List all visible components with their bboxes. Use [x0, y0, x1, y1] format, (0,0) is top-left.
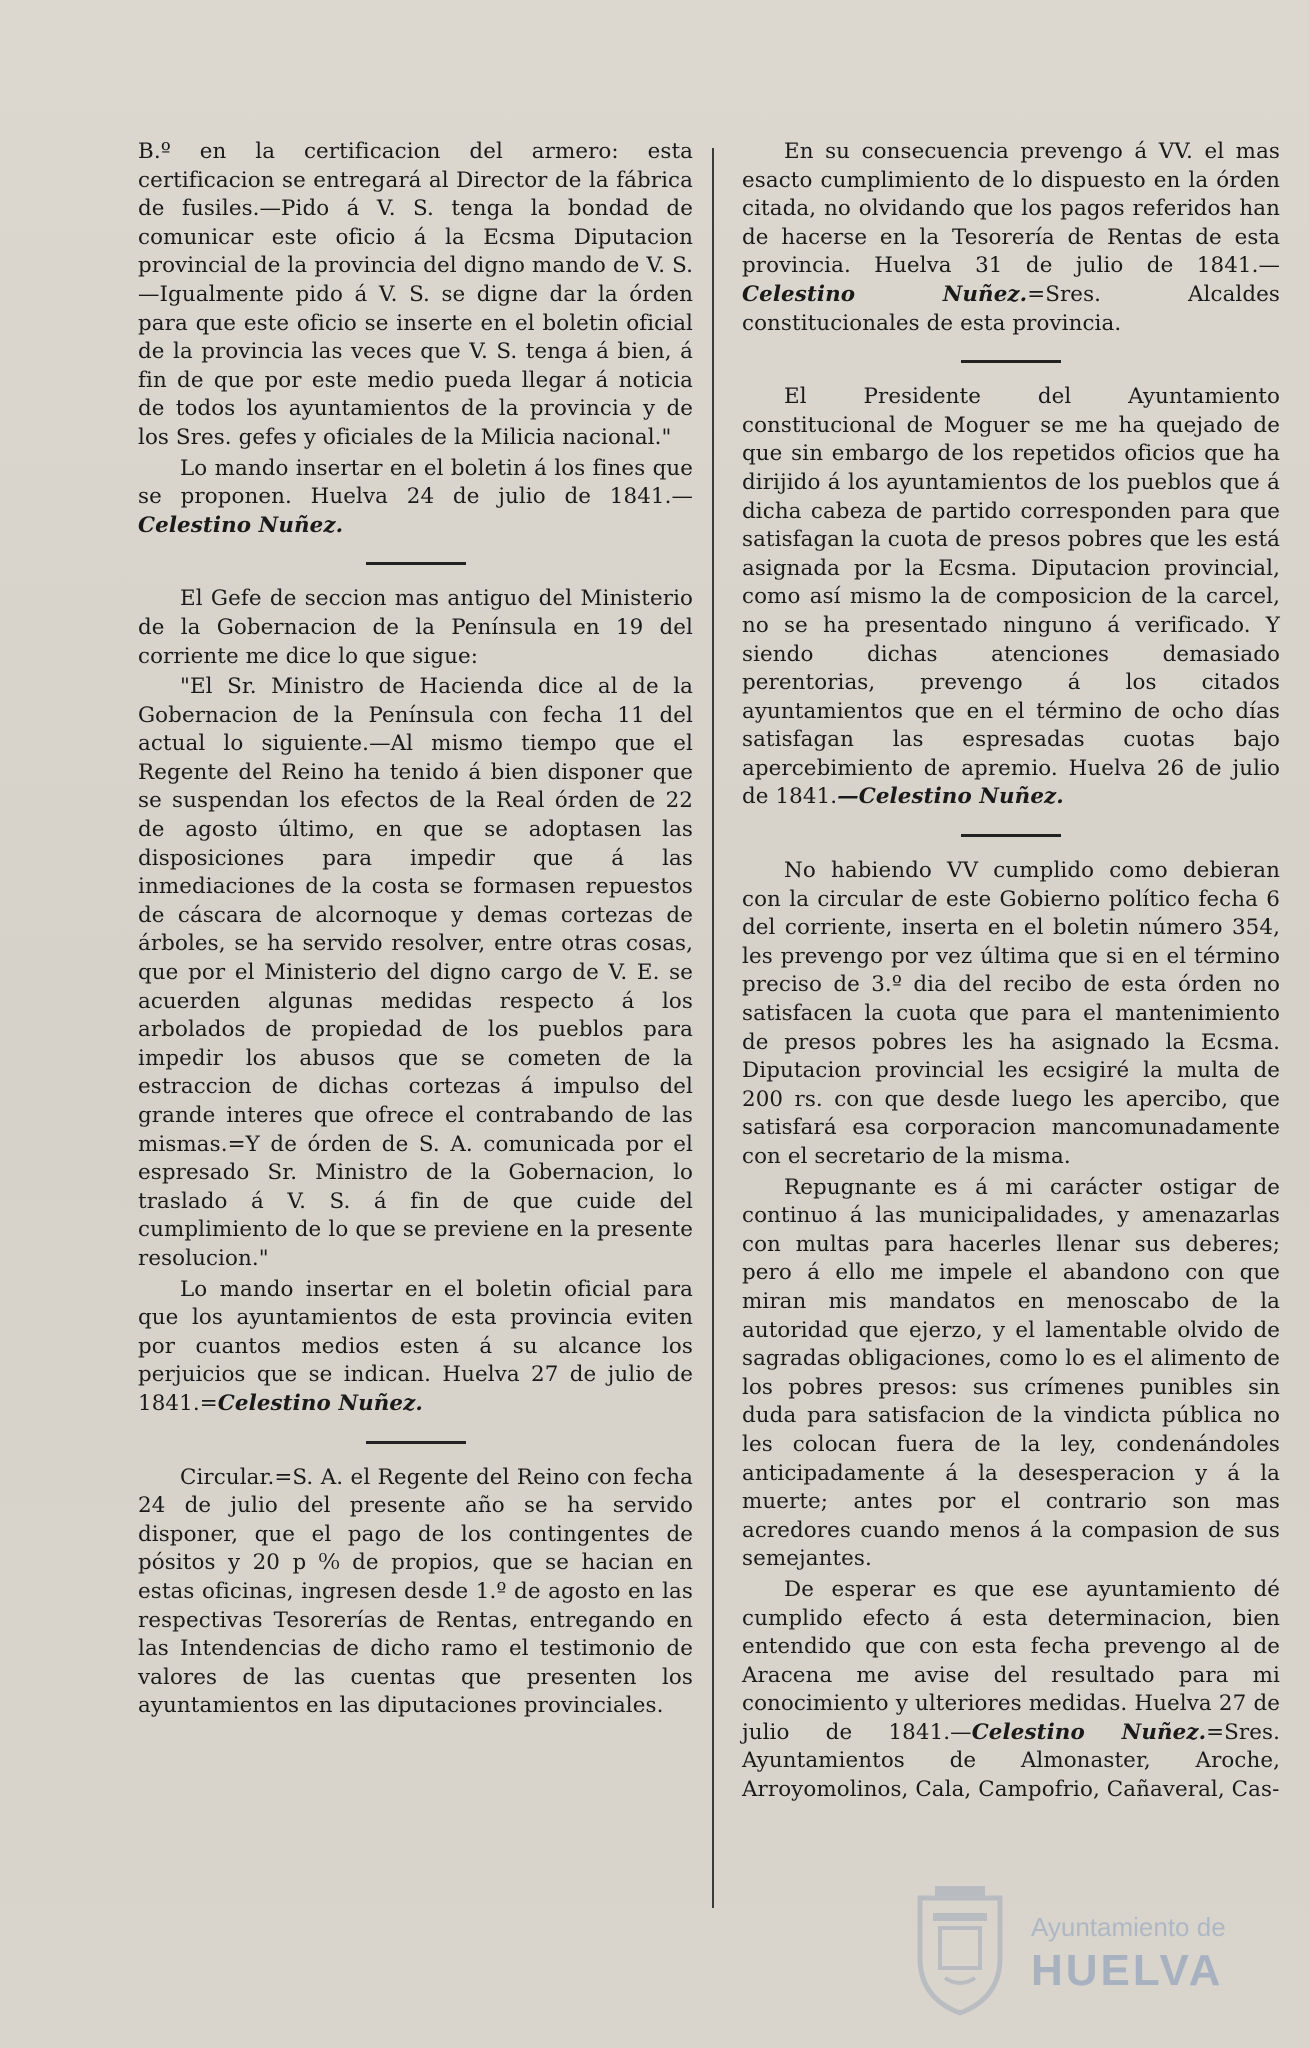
section-separator	[961, 360, 1061, 363]
right-paragraph-1-tail: =Sres. Alcaldes constitucionales de esta provincia.	[742, 281, 1280, 336]
watermark-line-1: Ayuntamiento de	[1031, 1912, 1226, 1942]
right-paragraph-4: Repugnante es á mi carácter ostigar de continuo á las municipalidades, y amenazarlas con multas para hacerles llenar sus deberes; pero á ello me impele el abandono con que miran mis mandatos en menoscabo de la autoridad que ejerzo, y el lamentable olvido de sagradas obligaciones, como lo es el alimento de los pobres presos: sus crímenes punibles sin duda para satisfacion de la vindicta pública no les colocan fuera de la ley, condenándoles anticipadamente á la desesperacion y á la muerte; antes por el contrario son mas acredores cuando menos á la compasion de sus semejantes.	[742, 1174, 1280, 1572]
section-separator	[366, 1441, 466, 1444]
left-paragraph-2	[138, 455, 693, 541]
section-separator	[961, 834, 1061, 837]
left-paragraph-6: Circular.=S. A. el Regente del Reino con fecha 24 de julio del presente año se ha servido disponer, que el pago de los contingentes de pósitos y 20 p ⁰⁄₀ de propios, que se hacian en estas oficinas, ingresen desde 1.º de agosto en las respectivas Tesorerías de Rentas, entregando en las Intendencias de dicho ramo el testimonio de valores de las cuentas que presenten los ayuntamientos en las diputaciones provinciales.	[138, 1464, 693, 1719]
right-paragraph-3: No habiendo VV cumplido como debieran con la circular de este Gobierno político fecha 6 del corriente, inserta en el boletin número 354, les prevengo por vez última que si en el término preciso de 3.º dia del recibo de esta órden no satisfacen la cuota que para el mantenimiento de presos pobres les ha asignado la Ecsma. Diputacion provincial les ecsigiré la multa de 200 rs. con que desde luego les apercibo, que satisfará esa corporacion mancomunadamente con el secretario de la misma.	[742, 858, 1280, 1169]
right-column	[742, 138, 1280, 1807]
left-paragraph-4: "El Sr. Ministro de Hacienda dice al de la Gobernacion de la Península con fecha 11 del actual lo siguiente.—Al mismo tiempo que el Regente del Reino ha tenido á bien disponer que se suspendan los efectos de la Real órden de 22 de agosto último, en que se adoptasen las disposiciones para impedir que á las inmediaciones de la costa se formasen repuestos de cáscara de alcornoque y demas cortezas de árboles, se ha servido resolver, entre otras cosas, que por el Ministerio del digno cargo de V. E. se acuerden algunas medidas respecto á los arbolados de propiedad de los pueblos para impedir los abusos que se cometen de la estraccion de dichas cortezas á impulso del grande interes que ofrece el contrabando de las mismas.=Y de órden de S. A. comunicada por el espresado Sr. Ministro de la Gobernacion, lo traslado á V. S. á fin de que cuide del cumplimiento de lo que se previene en la presente resolucion."	[138, 674, 693, 1271]
right-paragraph-5	[742, 1576, 1280, 1805]
section-separator	[366, 562, 466, 565]
left-paragraph-3: El Gefe de seccion mas antiguo del Ministerio de la Gobernacion de la Península en 19 del corriente me dice lo que sigue:	[138, 586, 693, 669]
left-paragraph-5	[138, 1276, 693, 1419]
right-paragraph-1	[742, 138, 1280, 338]
right-paragraph-5-tail: =Sres. Ayuntamientos de Almonaster, Aroche, Arroyomolinos, Cala, Campofrio, Cañaveral, Cas-	[742, 1719, 1280, 1803]
watermark	[905, 1878, 1245, 1995]
signature: Celestino Nuñez.	[217, 1390, 423, 1416]
left-column	[138, 138, 693, 1723]
signature: —Celestino Nuñez.	[837, 784, 1064, 810]
right-paragraph-1-text: En su consecuencia prevengo á VV. el mas esacto cumplimiento de lo dispuesto en la órden citada, no olvidando que los pagos referidos han de hacerse en la Tesorería de Rentas de esta provincia. Huelva 31 de julio de 1841.—	[742, 139, 1280, 279]
signature: Celestino Nuñez.	[742, 281, 1028, 307]
right-paragraph-2	[742, 383, 1280, 812]
signature: Celestino Nuñez.	[971, 1719, 1207, 1745]
left-paragraph-5-text: Lo mando insertar en el boletin oficial para que los ayuntamientos de esta provincia eviten por cuantos medios esten á su alcance los perjuicios que se indican. Huelva 27 de julio de 1841.=	[138, 1276, 693, 1416]
left-paragraph-1: B.º en la certificacion del armero: esta certificacion se entregará al Director de la fábrica de fusiles.—Pido á V. S. tenga la bondad de comunicar este oficio á la Ecsma Diputacion provincial de la provincia del digno mando de V. S.—Igualmente pido á V. S. se digne dar la órden para que este oficio se inserte en el boletin oficial de la provincia las veces que V. S. tenga á bien, á fin de que por este medio pueda llegar á noticia de todos los ayuntamientos de la provincia y de los Sres. gefes y oficiales de la Milicia nacional."	[138, 139, 693, 450]
watermark-line-2: HUELVA	[1031, 1946, 1224, 1995]
coat-of-arms-icon	[905, 1878, 1015, 2018]
column-divider	[712, 148, 714, 1908]
right-paragraph-5-text: De esperar es que ese ayuntamiento dé cumplido efecto á esta determinacion, bien entendido que con esta fecha prevengo al de Aracena me avise del resultado para mi conocimiento y ulteriores medidas. Huelva 27 de julio de 1841.—	[742, 1576, 1280, 1745]
right-paragraph-2-text: El Presidente del Ayuntamiento constitucional de Moguer se me ha quejado de que sin embargo de los repetidos oficios que ha dirijido á los ayuntamientos de los pueblos que á dicha cabeza de partido corresponden para que satisfagan la cuota de presos pobres que les está asignada por la Ecsma. Diputacion provincial, como así mismo la de composicion de la carcel, no se ha presentado ninguno á verificado. Y siendo dichas atenciones demasiado perentorias, prevengo á los citados ayuntamientos que en el término de ocho días satisfagan las espresadas cuotas bajo apercebimiento de apremio. Huelva 26 de julio de 1841.	[742, 384, 1280, 810]
left-paragraph-2-text: Lo mando insertar en el boletin á los fines que se proponen. Huelva 24 de julio de 1841.—	[138, 455, 693, 510]
signature: Celestino Nuñez.	[138, 512, 344, 538]
